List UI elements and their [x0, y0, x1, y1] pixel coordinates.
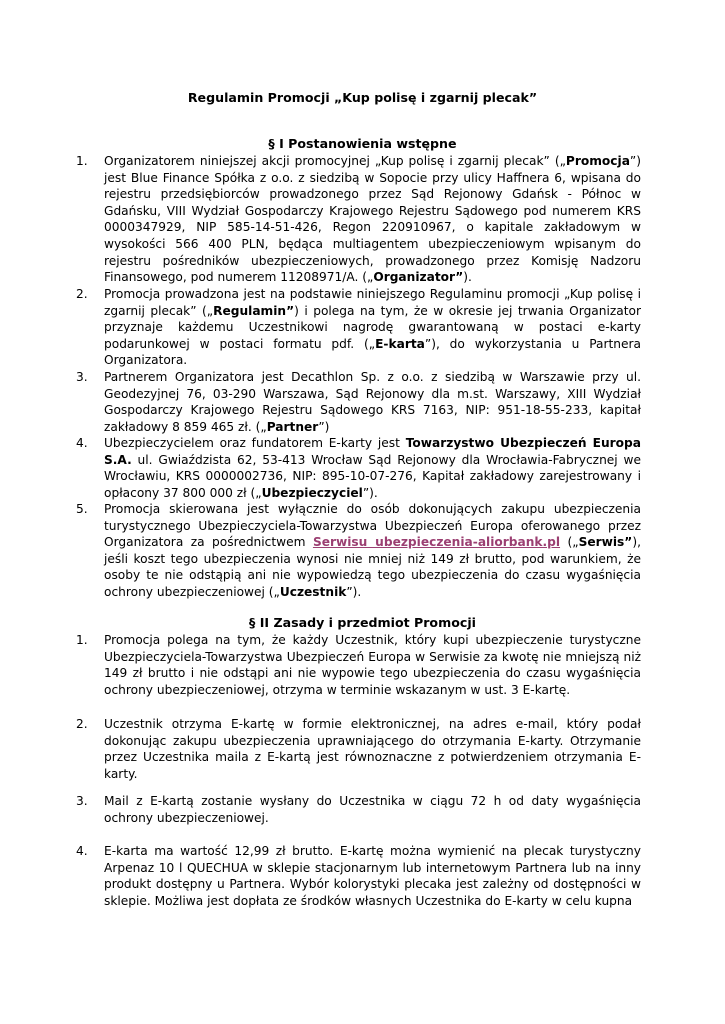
item-number: 3. — [76, 370, 88, 384]
section-1-heading: § I Postanowienia wstępne — [268, 136, 457, 151]
item-number: 1. — [76, 154, 88, 168]
item-text: Promocja polega na tym, że każdy Uczestnik, który kupi ubezpieczenie turystyczne Ubezpieczyciela-Towarzystwa Ubezpieczeń Europa w Serwisie za kwotę nie mniejszą niż 149 zł brutto i nie odstąpi ani nie wypowie tego ubezpieczenia do czasu wygaśnięcia ochrony ubezpieczeniowej, otrzyma w terminie wskazanym w ust. 3 E-kartę. — [104, 633, 641, 697]
serwis-link[interactable]: Serwisu ubezpieczenia-aliorbank.pl — [312, 535, 561, 550]
item-number: 5. — [76, 502, 88, 516]
item-text: Mail z E-kartą zostanie wysłany do Uczestnika w ciągu 72 h od daty wygaśnięcia ochrony ubezpieczeniowej. — [104, 794, 641, 825]
item-number: 4. — [76, 436, 88, 450]
document-title: Regulamin Promocji „Kup polisę i zgarnij plecak” — [187, 90, 538, 105]
item-text: Promocja prowadzona jest na podstawie niniejszego Regulaminu promocji „Kup polisę i zgarnij plecak” („Regulamin”) i polega na tym, że w okresie jej trwania Organizator przyznaje każdemu Uczestnikowi nagrodę gwarantowaną w postaci e-karty podarunkowej w postaci formatu pdf. („E-karta”), do wykorzystania u Partnera Organizatora. — [104, 287, 642, 368]
item-text: Promocja skierowana jest wyłącznie do osób dokonujących zakupu ubezpieczenia turystycznego Ubezpieczyciela-Towarzystwa Ubezpieczeń Europa oferowanego przez Organizatora za pośrednictwem Serwisu ubezpieczenia-aliorbank.pl („Serwis”), jeśli koszt tego ubezpieczenia wynosi nie mniej niż 149 zł brutto, pod warunkiem, że osoby te nie odstąpią ani nie wypowiedzą tego ubezpieczenia do czasu wygaśnięcia ochrony ubezpieczeniowej („Uczestnik”). — [104, 502, 641, 599]
item-number: 1. — [76, 633, 88, 647]
item-text: Ubezpieczycielem oraz fundatorem E-karty jest Towarzystwo Ubezpieczeń Europa S.A. ul. Gwiaździsta 62, 53-413 Wrocław Sąd Rejonowy dla Wrocławia-Fabrycznej we Wrocławiu, KRS 0000002736, NIP: 895-10-07-276, Kapitał zakładowy zarejestrowany i opłacony 37 800 000 zł („Ubezpieczyciel”). — [104, 436, 641, 500]
item-number: 2. — [76, 717, 88, 731]
item-text: E-karta ma wartość 12,99 zł brutto. E-kartę można wymienić na plecak turystyczny Arpenaz 10 l QUECHUA w sklepie stacjonarnym lub internetowym Partnera lub na inny produkt dostępny u Partnera. Wybór kolorystyki plecaka jest zależny od dostępności w sklepie. Możliwa jest dopłata ze środków własnych Uczestnika do E-karty w celu kupna — [104, 844, 641, 908]
item-text: Uczestnik otrzyma E-kartę w formie elektronicznej, na adres e-mail, który podał dokonując zakupu ubezpieczenia uprawniającego do otrzymania E-karty. Otrzymanie przez Uczestnika maila z E-kartą jest równoznaczne z potwierdzeniem otrzymania E-karty. — [104, 717, 641, 781]
item-number: 2. — [76, 287, 88, 301]
item-number: 3. — [76, 794, 88, 808]
item-text: Partnerem Organizatora jest Decathlon Sp. z o.o. z siedzibą w Warszawie przy ul. Geodezyjnej 76, 03-290 Warszawa, Sąd Rejonowy dla m.st. Warszawy, XIII Wydział Gospodarczy Krajowego Rejestru Sądowego KRS 7163, NIP: 951-18-55-233, kapitał zakładowy 8 859 465 zł. („Partner”) — [104, 370, 641, 434]
section-2-heading: § II Zasady i przedmiot Promocji — [249, 615, 476, 630]
item-text: Organizatorem niniejszej akcji promocyjnej „Kup polisę i zgarnij plecak” („Promocja”) jest Blue Finance Spółka z o.o. z siedzibą w Sopocie przy ulicy Haffnera 6, wpisana do rejestru przedsiębiorców prowadzonego przez Sąd Rejonowy Gdańsk - Północ w Gdańsku, VIII Wydział Gospodarczy Krajowego Rejestru Sądowego pod numerem KRS 0000347929, NIP 585-14-51-426, Regon 220910967, o kapitale zakładowym w wysokości 566 400 PLN, będąca multiagentem ubezpieczeniowym wpisanym do rejestru pośredników ubezpieczeniowych, prowadzonego przez Komisję Nadzoru Finansowego, pod numerem 11208971/A. („Organizator”). — [104, 154, 641, 285]
item-number: 4. — [76, 844, 88, 858]
